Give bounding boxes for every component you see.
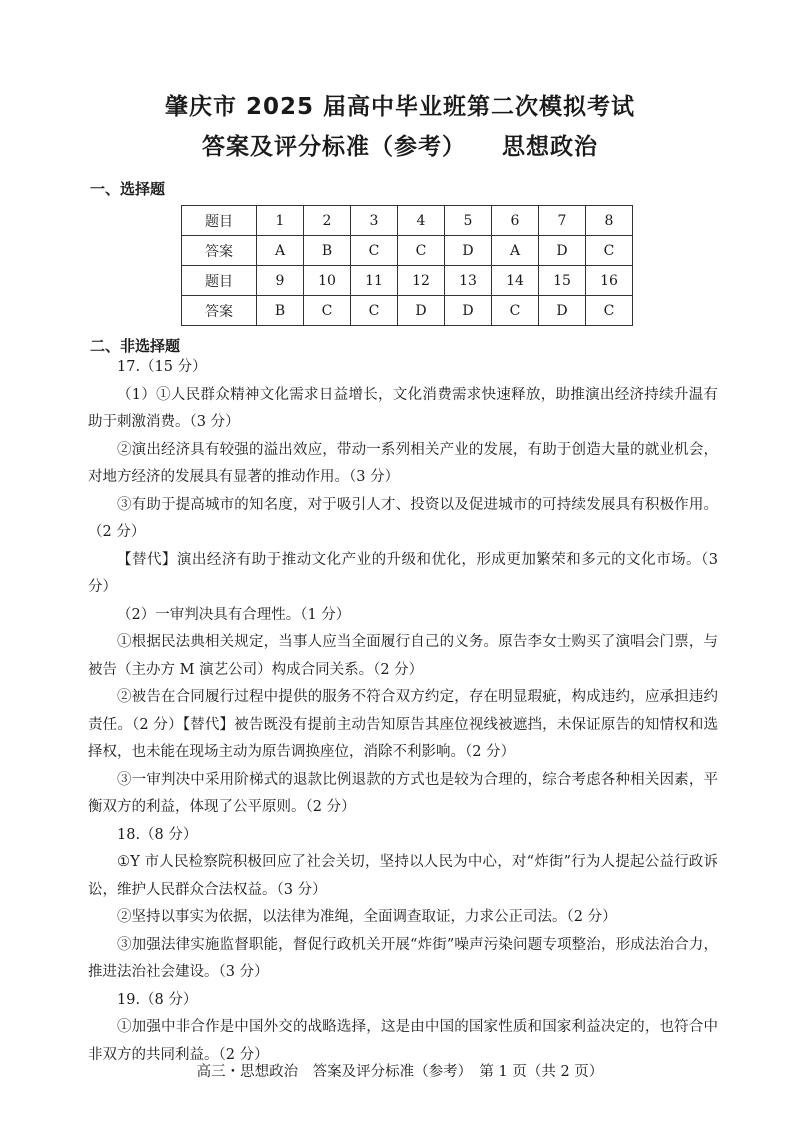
answer-paragraph: 19.（8 分） [117,991,198,1008]
answer-table-cell: 2 [304,206,351,236]
answer-paragraph: ①Y 市人民检察院积极回应了社会关切，坚持以人民为中心，对“炸街”行为人提起公益行政诉讼，维护人民群众合法权益。（3 分） [88,854,718,898]
answer-table-cell: 9 [257,266,304,296]
section-heading-nonchoice: 二、非选择题 [90,337,181,355]
answer-table-row [182,266,633,296]
answer-table-cell: 5 [445,206,492,236]
answer-body [88,354,718,1069]
answer-table-row [182,236,633,266]
answer-table-cell: A [257,236,304,266]
answer-table-cell: C [398,236,445,266]
answer-table-cell: 8 [586,206,633,236]
answer-table-cell: B [257,296,304,326]
page-footer: 高三・思想政治 答案及评分标准（参考） 第 1 页（共 2 页） [196,1064,604,1080]
answer-table-cell: C [351,296,398,326]
answer-paragraph: 17.（15 分） [117,359,207,375]
answer-table-cell: B [304,236,351,266]
answer-table-cell: A [492,236,539,266]
answer-table-cell: D [539,296,586,326]
answer-table-cell: D [398,296,445,326]
answer-table-cell: 7 [539,206,586,236]
answer-table-cell: 16 [586,266,633,296]
answer-table-row-header: 答案 [182,296,257,326]
answer-table-cell: C [492,296,539,326]
answer-table-cell: 3 [351,206,398,236]
answer-table [181,205,633,326]
answer-paragraph: 18.（8 分） [117,826,198,843]
answer-table-cell: 10 [304,266,351,296]
answer-table-row [182,206,633,236]
answer-table-cell: C [351,236,398,266]
answer-table-cell: D [539,236,586,266]
answer-table-cell: 15 [539,266,586,296]
answer-table-cell: C [304,296,351,326]
answer-table-row-header: 题目 [182,206,257,236]
answer-table-cell: 11 [351,266,398,296]
answer-table-cell: D [445,296,492,326]
answer-table-cell: C [586,296,633,326]
answer-table-cell: 4 [398,206,445,236]
answer-paragraph: ③有助于提高城市的知名度，对于吸引人才、投资以及促进城市的可持续发展具有积极作用。（2 分） [88,496,718,540]
subtitle-left: 答案及评分标准（参考） [202,134,466,160]
answer-table-cell: C [586,236,633,266]
answer-paragraph: （1）①人民群众精神文化需求日益增长，文化消费需求快速释放，助推演出经济持续升温有助于刺激消费。（3 分） [88,386,718,430]
answer-table-row-header: 答案 [182,236,257,266]
answer-table-cell: 1 [257,206,304,236]
answer-paragraph: （2）一审判决具有合理性。（1 分） [117,606,351,623]
answer-table-cell: 12 [398,266,445,296]
answer-paragraph: ②坚持以事实为依据，以法律为准绳，全面调查取证，力求公正司法。（2 分） [117,909,617,925]
answer-paragraph: ①加强中非合作是中国外交的战略选择，这是由中国的国家性质和国家利益决定的，也符合中非双方的共同利益。（2 分） [88,1019,718,1063]
section-heading-choice: 一、选择题 [90,180,166,198]
answer-paragraph: ③加强法律实施监督职能，督促行政机关开展“炸街”噪声污染问题专项整治，形成法治合力，推进法治社会建设。（3 分） [88,936,718,980]
answer-table-row-header: 题目 [182,266,257,296]
answer-paragraph: ②演出经济具有较强的溢出效应，带动一系列相关产业的发展，有助于创造大量的就业机会，对地方经济的发展具有显著的推动作用。（3 分） [88,441,718,485]
answer-table-cell: 13 [445,266,492,296]
answer-table-cell: 14 [492,266,539,296]
subject-name: 思想政治 [502,134,598,160]
answer-paragraph: ②被告在合同履行过程中提供的服务不符合双方约定，存在明显瑕疵，构成违约，应承担违约责任。（2 分）【替代】被告既没有提前主动告知原告其座位视线被遮挡，未保证原告的知情权和选择权，也未能在现场主动为原告调换座位，消除不利影响。（2 分） [88,689,718,760]
answer-paragraph: ③一审判决中采用阶梯式的退款比例退款的方式也是较为合理的，综合考虑各种相关因素，平衡双方的利益，体现了公平原则。（2 分） [88,771,718,815]
document-subtitle [0,128,800,161]
answer-table-cell: 6 [492,206,539,236]
answer-paragraph: ①根据民法典相关规定，当事人应当全面履行自己的义务。原告李女士购买了演唱会门票，与被告（主办方 M 演艺公司）构成合同关系。（2 分） [88,634,718,678]
answer-table-row [182,296,633,326]
answer-paragraph: 【替代】演出经济有助于推动文化产业的升级和优化，形成更加繁荣和多元的文化市场。（3 分） [88,551,718,595]
answer-table-cell: D [445,236,492,266]
document-title: 肇庆市 2025 届高中毕业班第二次模拟考试 [164,94,636,120]
